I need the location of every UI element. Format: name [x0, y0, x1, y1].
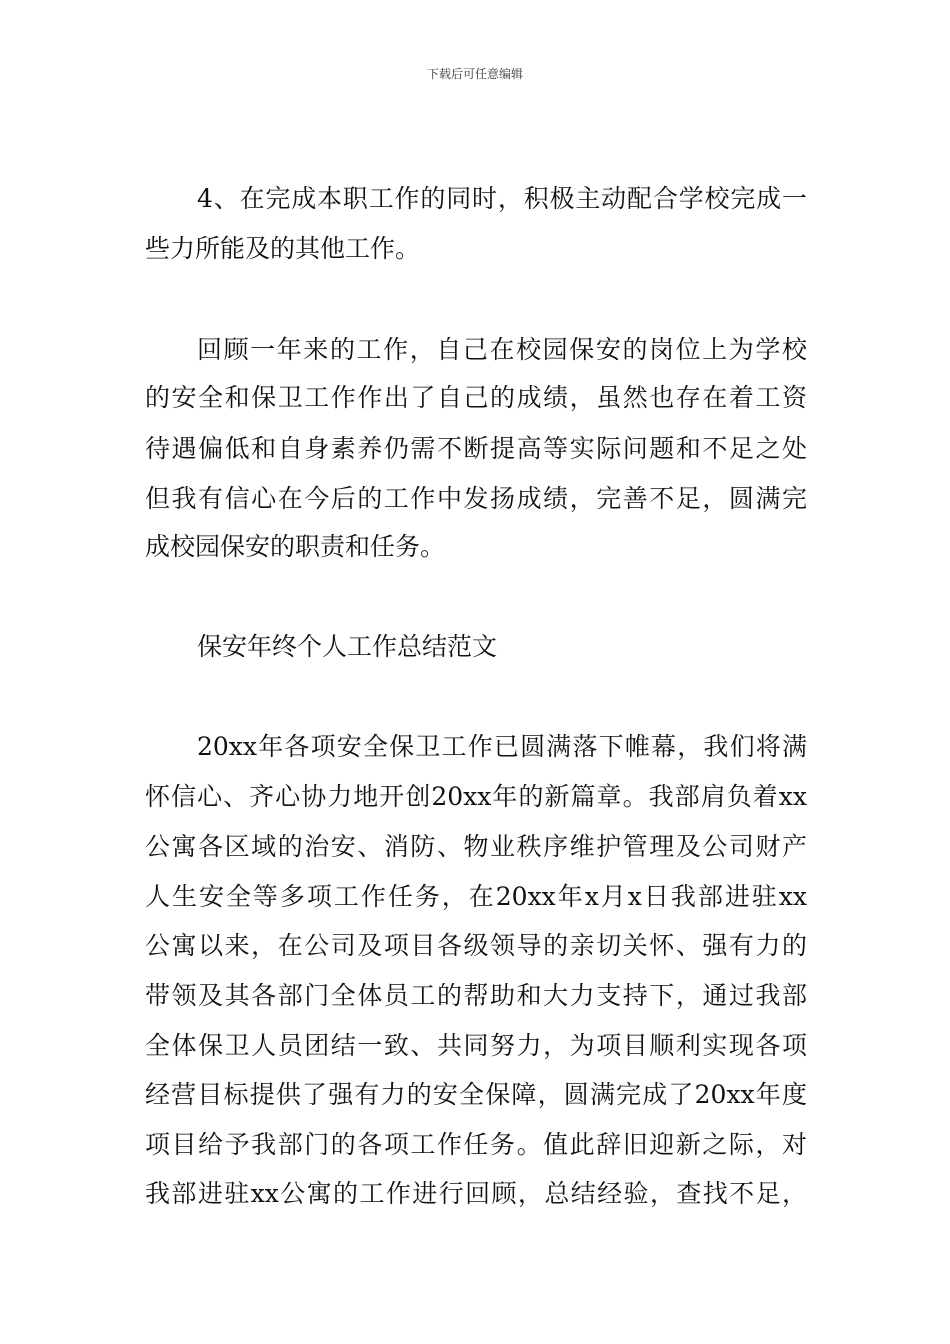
paragraph-4-line-8: 经营目标提供了强有力的安全保障，圆满完成了20xx年度: [145, 1080, 807, 1109]
paragraph-2-line-2: 的安全和保卫工作作出了自己的成绩，虽然也存在着工资: [145, 383, 807, 412]
paragraph-4-line-7: 全体保卫人员团结一致、共同努力，为项目顺利实现各项: [145, 1031, 807, 1060]
paragraph-4-line-2: 怀信心、齐心协力地开创20xx年的新篇章。我部肩负着xx: [145, 782, 807, 811]
paragraph-1-line-1: 4、在完成本职工作的同时，积极主动配合学校完成一: [197, 184, 807, 213]
section-heading: 保安年终个人工作总结范文: [197, 632, 498, 661]
paragraph-2-line-1: 回顾一年来的工作，自己在校园保安的岗位上为学校: [197, 335, 807, 364]
paragraph-4-line-1: 20xx年各项安全保卫工作已圆满落下帷幕，我们将满: [197, 732, 807, 761]
page-header-note: 下载后可任意编辑: [426, 67, 523, 81]
paragraph-2-line-3: 待遇偏低和自身素养仍需不断提高等实际问题和不足之处: [145, 434, 807, 463]
paragraph-4-line-10: 我部进驻xx公寓的工作进行回顾，总结经验，查找不足，: [145, 1179, 807, 1208]
paragraph-2-line-5: 成校园保安的职责和任务。: [145, 532, 446, 561]
paragraph-4-line-4: 人生安全等多项工作任务，在20xx年x月x日我部进驻xx: [145, 882, 807, 911]
paragraph-1-line-2: 些力所能及的其他工作。: [145, 234, 421, 263]
paragraph-2-line-4: 但我有信心在今后的工作中发扬成绩，完善不足，圆满完: [145, 484, 807, 513]
paragraph-4-line-9: 项目给予我部门的各项工作任务。值此辞旧迎新之际，对: [145, 1130, 807, 1159]
paragraph-4-line-3: 公寓各区域的治安、消防、物业秩序维护管理及公司财产: [145, 832, 807, 861]
paragraph-4-line-6: 带领及其各部门全体员工的帮助和大力支持下，通过我部: [145, 981, 807, 1010]
paragraph-4-line-5: 公寓以来，在公司及项目各级领导的亲切关怀、强有力的: [145, 931, 807, 960]
